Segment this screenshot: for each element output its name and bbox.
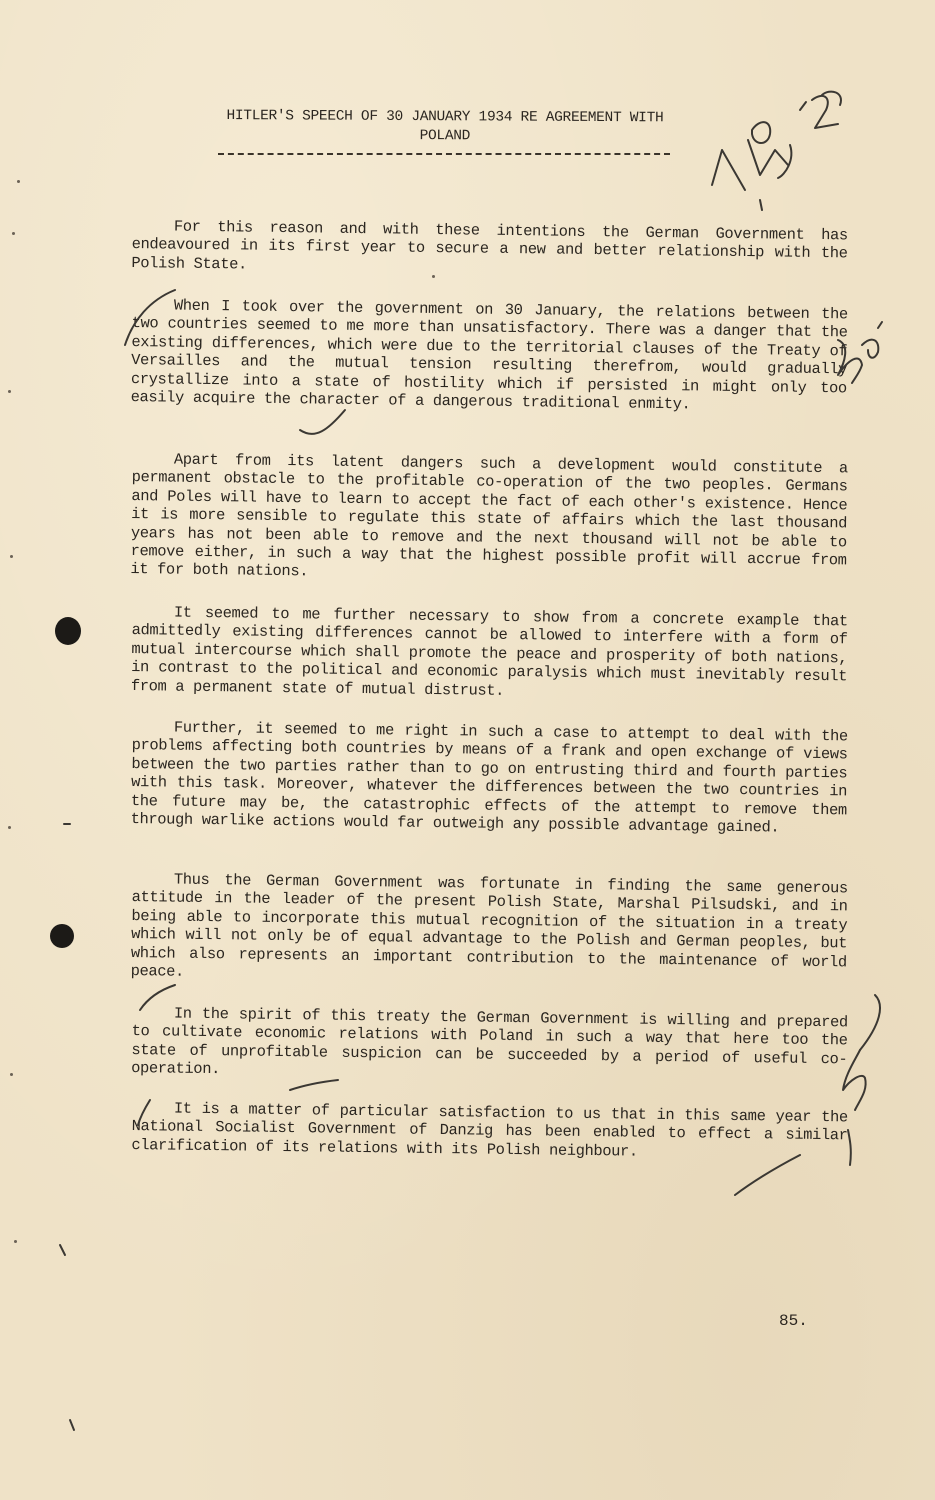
ink-blot (50, 924, 74, 948)
margin-speck (8, 826, 11, 829)
paragraph-6: Thus the German Government was fortunate in finding the same generous attitude in the leader of the present Polish State, Marshal Pilsudski, and in being able to incorporate this mutual recognition of the situation in a treaty which will not only be of equal advantage to the Polish and German peoples, but which also represents an important contribution to the maintenance of world peace. (130, 870, 848, 981)
margin-speck (10, 555, 13, 558)
title-underline (218, 153, 670, 155)
margin-speck (12, 232, 15, 235)
paragraph-3: Apart from its latent dangers such a development would constitute a permanent obstacle to the profitable co-operation of the two peoples. Germans and Poles will have to learn to accept the fact of each other's existence. Hence it is more sensible to regulate this state of affairs which the last thousand years has not been able to remove and the next thousand will not be able to remove either, in such a way that the highest possible profit will accrue from it for both nations. (130, 450, 848, 581)
margin-speck (10, 1073, 13, 1076)
paragraph-7: In the spirit of this treaty the German Government is willing and prepared to cultivate economic relations with Poland in such a way that here too the state of unprofitable suspicion can be succeeded by a period of useful co-operation. (131, 1004, 848, 1079)
page-number: 85. (779, 1312, 808, 1330)
ink-blot (55, 617, 81, 645)
margin-speck (14, 1240, 17, 1243)
paragraph-2: When I took over the government on 30 January, the relations between the two countries seemed to me more than unsatisfactory. There was a danger that the existing differences, which were due to the territorial clauses of the Treaty of Versailles and the mutual tension resulting therefrom, would gradually crystallize into a state of hostility which if persisted in might only too easily acquire the character of a dangerous traditional enmity. (130, 296, 848, 414)
margin-speck (432, 275, 435, 278)
paragraph-8: It is a matter of particular satisfaction to us that in this same year the National Socialist Government of Danzig has been enabled to effect a similar clarification of its relations with its Polish neighbour. (131, 1099, 848, 1161)
paragraph-4: It seemed to me further necessary to show from a concrete example that admittedly existing differences cannot be allowed to interfere with a form of mutual intercourse which shall promote the peace and prosperity of both nations, in contrast to the political and economic paralysis which must inevitably result from a permanent state of mutual distrust. (130, 603, 848, 700)
paragraph-1: For this reason and with these intentions the German Government has endeavoured in its first year to secure a new and better relationship with the Polish State. (131, 217, 848, 274)
document-title: HITLER'S SPEECH OF 30 JANUARY 1934 RE AGREEMENT WITH POLAND (226, 108, 664, 145)
paragraph-5: Further, it seemed to me right in such a case to attempt to deal with the problems affecting both countries by means of a frank and open exchange of views between the two parties rather than to go on entrusting third and fourth parties with this task. Moreover, whatever the differences between the two countries in the future may be, the catastrophic effects of the attempt to remove them through warlike actions would far outweigh any possible advantage gained. (130, 718, 848, 837)
margin-speck (8, 390, 11, 393)
margin-speck (17, 180, 20, 183)
